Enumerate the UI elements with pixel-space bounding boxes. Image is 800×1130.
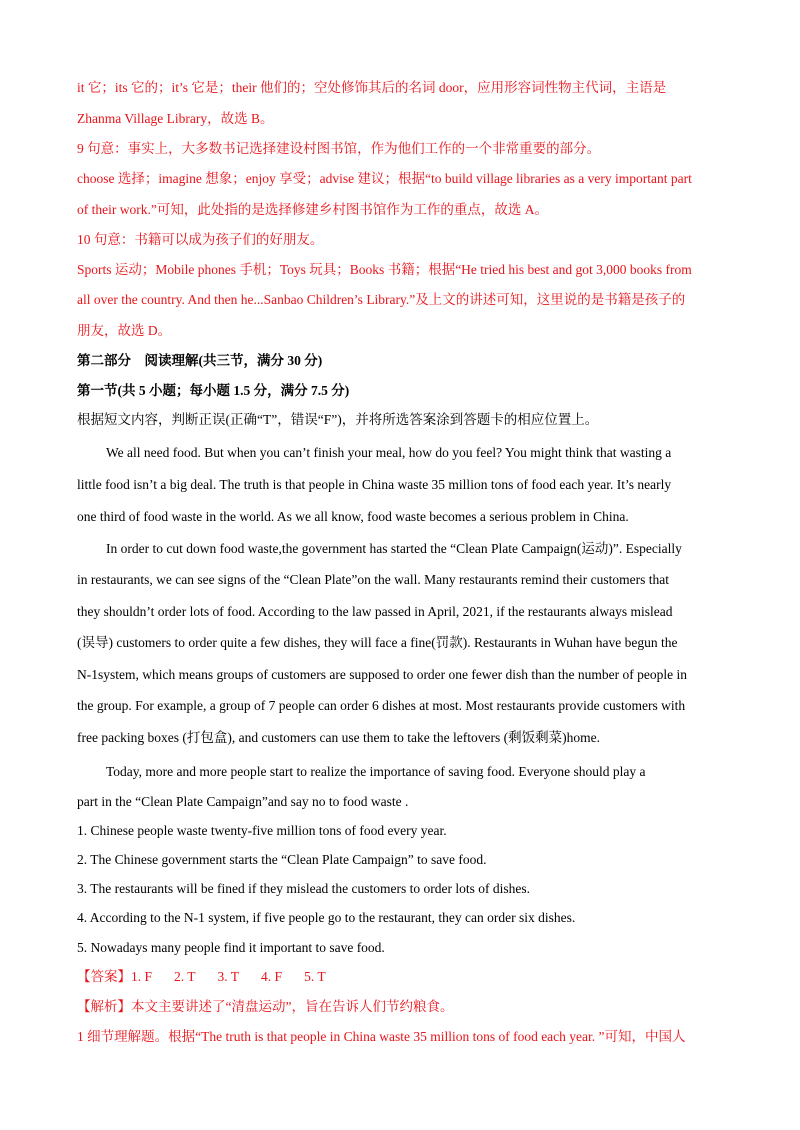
statement-item: 2. The Chinese government starts the “Clean Plate Campaign” to save food.	[77, 852, 487, 867]
part-title: 第二部分 阅读理解(共三节，满分 30 分)	[77, 353, 323, 368]
analysis-q10-meaning: 10 句意：书籍可以成为孩子们的好朋友。	[77, 232, 324, 247]
passage-line: (误导) customers to order quite a few dishes, they will face a fine(罚款). Restaurants in Wuhan have begun the	[77, 635, 678, 650]
passage-line: Today, more and more people start to realize the importance of saving food. Everyone should play a	[106, 764, 646, 779]
explanation-line	[77, 998, 737, 1016]
section-subtitle: 第一节(共 5 小题；每小题 1.5 分，满分 7.5 分)	[77, 383, 350, 398]
instruction-text: 根据短文内容，判断正误(正确“T”，错误“F”)，并将所选答案涂到答题卡的相应位置上。	[77, 412, 599, 427]
analysis-q10-line: Sports 运动；Mobile phones 手机；Toys 玩具；Books 书籍；根据“He tried his best and got 3,000 books from	[77, 262, 692, 277]
answer-item: 4. F	[261, 969, 283, 984]
explanation-summary: 本文主要讲述了“清盘运动”，旨在告诉人们节约粮食。	[131, 999, 454, 1014]
analysis-line: it 它；its 它的；it’s 它是；their 他们的；空处修饰其后的名词 door，应用形容词性物主代词，主语是	[77, 80, 667, 95]
answer-item: 3. T	[217, 969, 240, 984]
explanation-label: 【解析】	[77, 999, 131, 1014]
statement-item: 4. According to the N-1 system, if five people go to the restaurant, they can order six dishes.	[77, 910, 576, 925]
answer-item: 2. T	[174, 969, 196, 984]
passage-line: We all need food. But when you can’t finish your meal, how do you feel? You might think that wasting a	[106, 445, 672, 460]
analysis-line: Zhanma Village Library，故选 B。	[77, 111, 274, 126]
passage-line: in restaurants, we can see signs of the “Clean Plate”on the wall. Many restaurants remind their customers that	[77, 572, 669, 587]
passage-line: part in the “Clean Plate Campaign”and say no to food waste .	[77, 794, 409, 809]
analysis-q10-line: 朋友，故选 D。	[77, 323, 172, 338]
analysis-q9-line: of their work.”可知，此处指的是选择修建乡村图书馆作为工作的重点，故选 A。	[77, 202, 548, 217]
statement-item: 5. Nowadays many people find it important to save food.	[77, 940, 385, 955]
statement-item: 1. Chinese people waste twenty-five million tons of food every year.	[77, 823, 447, 838]
passage-line: N-1system, which means groups of customers are supposed to order one fewer dish than the number of people in	[77, 667, 687, 682]
analysis-q10-line: all over the country. And then he...Sanbao Children’s Library.”及上文的讲述可知，这里说的是书籍是孩子的	[77, 292, 686, 307]
answer-item: 5. T	[304, 969, 326, 984]
analysis-q9-line: choose 选择；imagine 想象；enjoy 享受；advise 建议；根据“to build village libraries as a very important part	[77, 171, 692, 186]
passage-line: little food isn’t a big deal. The truth is that people in China waste 35 million tons of food each year. It’s nearly	[77, 477, 672, 492]
passage-line: one third of food waste in the world. As we all know, food waste becomes a serious problem in China.	[77, 509, 629, 524]
answer-line	[77, 968, 737, 986]
passage-line: the group. For example, a group of 7 people can order 6 dishes at most. Most restaurants provide customers with	[77, 698, 686, 713]
answer-item: 1. F	[131, 969, 153, 984]
explanation-q1: 1 细节理解题。根据“The truth is that people in China waste 35 million tons of food each year. ”可知，中国人	[77, 1029, 686, 1044]
statement-item: 3. The restaurants will be fined if they mislead the customers to order lots of dishes.	[77, 881, 531, 896]
analysis-q9-meaning: 9 句意：事实上，大多数书记选择建设村图书馆，作为他们工作的一个非常重要的部分。	[77, 141, 601, 156]
answer-label: 【答案】	[77, 969, 131, 984]
passage-line: free packing boxes (打包盒), and customers can use them to take the leftovers (剩饭剩菜)home.	[77, 730, 600, 745]
passage-line: In order to cut down food waste,the government has started the “Clean Plate Campaign(运动)”. Especially	[106, 541, 682, 556]
passage-line: they shouldn’t order lots of food. According to the law passed in April, 2021, if the restaurants always mislead	[77, 604, 673, 619]
